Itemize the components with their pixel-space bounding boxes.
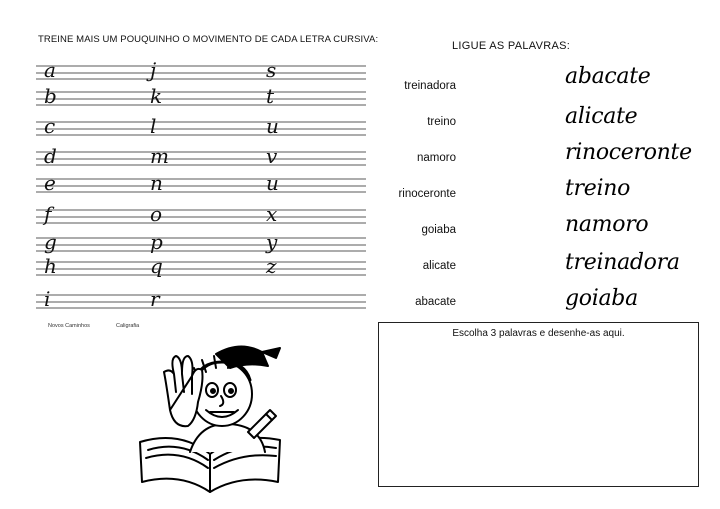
- word-cursive: namoro: [565, 212, 649, 237]
- cursive-letter: j: [150, 58, 157, 82]
- word-print: treino: [427, 116, 456, 128]
- drawing-instructions: Escolha 3 palavras e desenhe-as aqui.: [452, 328, 625, 339]
- cursive-practice-lines: [32, 52, 368, 314]
- match-words-title: LIGUE AS PALAVRAS:: [452, 40, 571, 52]
- word-print: abacate: [415, 296, 456, 308]
- cursive-letter: b: [44, 84, 57, 108]
- word-cursive: abacate: [565, 64, 651, 89]
- cursive-letter: q: [150, 254, 163, 278]
- cursive-letter: i: [44, 287, 51, 311]
- cursive-letter: v: [266, 144, 278, 168]
- footer-subject: Caligrafia: [116, 323, 140, 329]
- word-print: treinadora: [404, 80, 456, 92]
- cursive-letter: k: [150, 84, 163, 108]
- footer-brand: Novos Caminhos: [48, 323, 90, 329]
- cartoon-boy-writing-icon: [130, 332, 290, 494]
- cursive-letter: l: [150, 114, 157, 138]
- cursive-letter: c: [44, 114, 56, 138]
- word-print: namoro: [417, 152, 456, 164]
- word-cursive: treino: [565, 176, 631, 201]
- word-print: goiaba: [421, 224, 456, 236]
- cursive-letter: p: [150, 230, 163, 254]
- word-print: alicate: [422, 260, 456, 272]
- drawing-area[interactable]: [378, 322, 699, 487]
- practice-title: TREINE MAIS UM POUQUINHO O MOVIMENTO DE CADA LETRA CURSIVA:: [38, 34, 379, 45]
- cursive-letter: m: [150, 144, 169, 168]
- word-cursive: treinadora: [565, 250, 680, 275]
- cursive-letter: y: [266, 230, 278, 254]
- cursive-letter: f: [44, 202, 52, 226]
- cursive-letter: e: [44, 171, 56, 195]
- word-cursive: alicate: [565, 104, 638, 129]
- cursive-letter: o: [150, 202, 163, 226]
- cursive-letter: h: [44, 254, 57, 278]
- cursive-letter: x: [266, 202, 278, 226]
- cursive-letter: u: [266, 114, 279, 138]
- cursive-letter: r: [150, 287, 160, 311]
- cursive-letter: g: [44, 230, 57, 254]
- cursive-letter: d: [44, 144, 57, 168]
- cursive-letter: s: [266, 58, 277, 82]
- word-cursive: rinoceronte: [565, 140, 692, 165]
- word-print: rinoceronte: [398, 188, 456, 200]
- ruled-lines-graphic: [32, 52, 368, 314]
- cursive-letter: a: [44, 58, 56, 82]
- cursive-letter: z: [266, 254, 277, 278]
- word-cursive: goiaba: [565, 286, 638, 311]
- cursive-letter: u: [266, 171, 279, 195]
- cursive-letter: n: [150, 171, 163, 195]
- cursive-letter: t: [266, 84, 275, 108]
